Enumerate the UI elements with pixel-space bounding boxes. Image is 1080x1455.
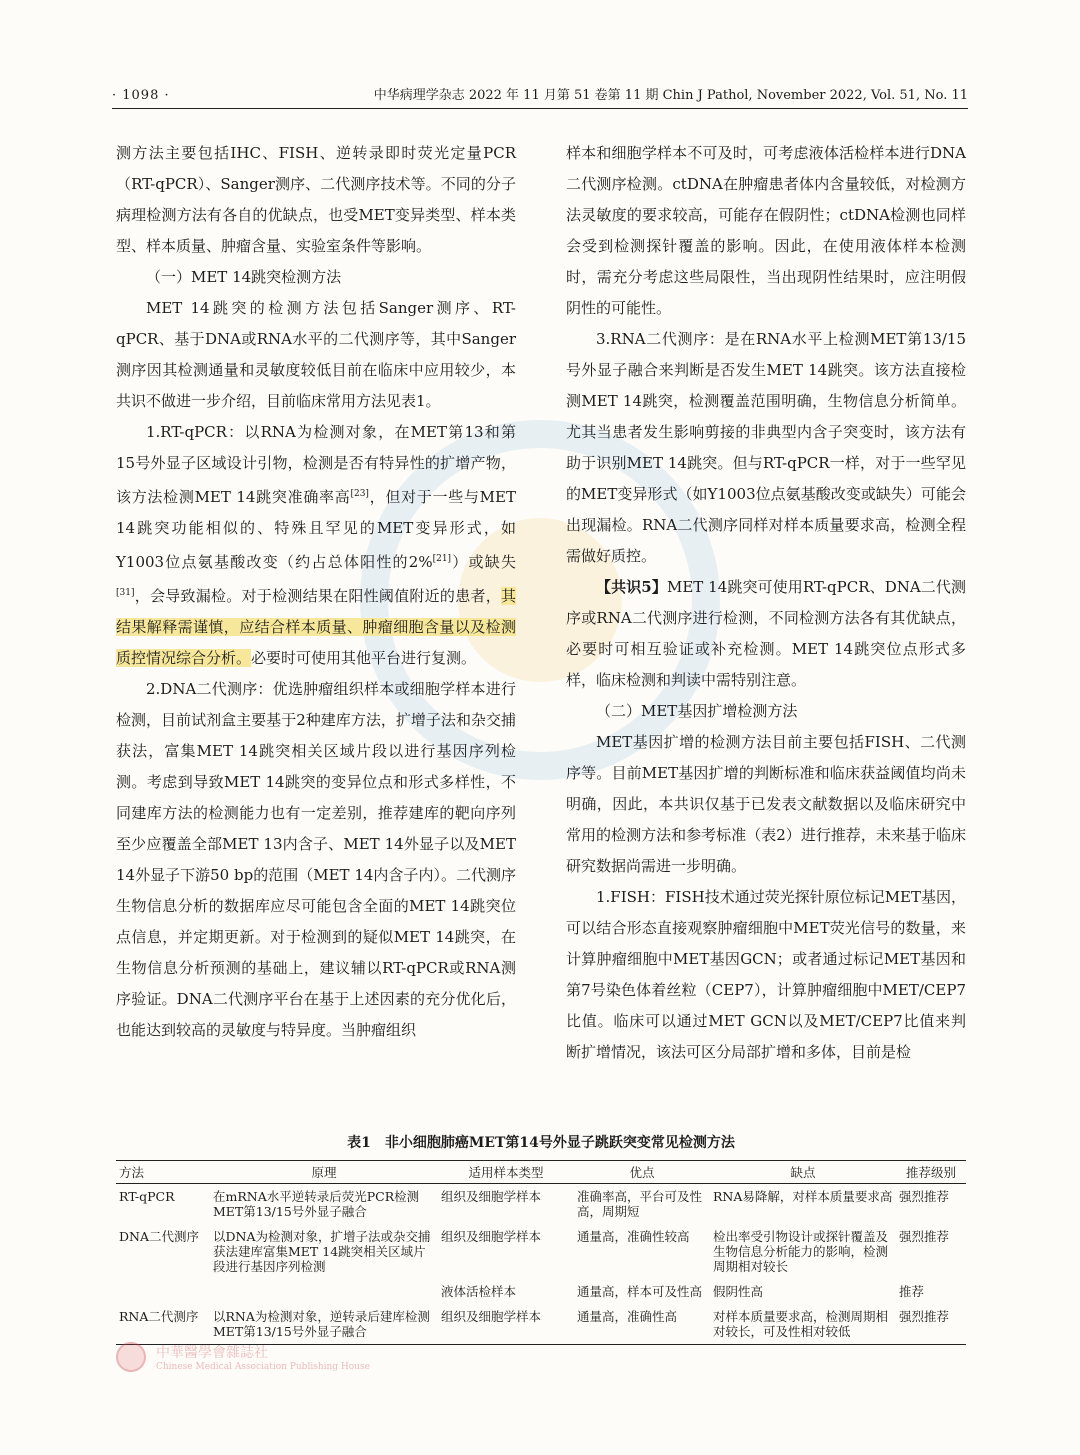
table-cell: 组织及细胞学样本 bbox=[438, 1304, 574, 1345]
table-cell bbox=[210, 1279, 438, 1304]
cma-logo-icon bbox=[116, 1342, 146, 1372]
table-cell: 通量高，样本可及性高 bbox=[577, 1284, 703, 1299]
table-cell: 通量高，准确性较高 bbox=[577, 1229, 690, 1244]
table-cell: RT-qPCR bbox=[119, 1189, 175, 1204]
table-cell: 通量高，准确性高 bbox=[574, 1304, 710, 1345]
highlighted-text: 其结果解释需谨慎，应结合样本质量、肿瘤细胞含量以及检测质控情况综合分析。 bbox=[116, 587, 516, 667]
paragraph-fish: 1.FISH：FISH技术通过荧光探针原位标记MET基因，可以结合形态直接观察肿瘤细胞中MET荧光信号的数量，来计算肿瘤细胞中MET基因GCN；或者通过标记MET基因和第7号染色体着丝粒（CEP7），计算肿瘤细胞中MET/CEP7比值。临床可以通过MET GCN以及MET/CEP7比值来判断扩增情况，该法可区分局部扩增和多体，目前是检 bbox=[566, 888, 967, 1061]
publisher-name bbox=[156, 1342, 370, 1372]
table-cell: 推荐 bbox=[899, 1284, 925, 1299]
right-column bbox=[566, 138, 966, 1068]
table-cell: 组织及细胞学样本 bbox=[441, 1189, 542, 1204]
journal-info: 中华病理学杂志 2022 年 11 月第 51 卷第 11 期 Chin J Pathol, November 2022, Vol. 51, No. 11 bbox=[373, 88, 968, 103]
table-body bbox=[116, 1184, 966, 1345]
consensus-5 bbox=[566, 572, 966, 696]
paragraph-rt-qpcr bbox=[116, 417, 516, 674]
column-header: 缺点 bbox=[710, 1161, 896, 1184]
text-run: 1.RT-qPCR：以RNA为检测对象，在MET第13和第15号外显子区域设计引物，检测是否有特异性的扩增产物，该方法检测MET 14跳突准确率高 bbox=[116, 423, 516, 506]
paragraph: 样本和细胞学样本不可及时，可考虑液体活检样本进行DNA二代测序检测。ctDNA在肿瘤患者体内含量较低，对检测方法灵敏度的要求较高，可能存在假阴性；ctDNA检测也同样会受到检测探针覆盖的影响。因此，在使用液体样本检测时，需充分考虑这些局限性，当出现阴性结果时，应注明假阴性的可能性。 bbox=[566, 144, 966, 317]
publisher-en: Chinese Medical Association Publishing House bbox=[156, 1362, 370, 1372]
table-cell: DNA二代测序 bbox=[119, 1229, 199, 1244]
column-header: 方法 bbox=[116, 1161, 210, 1184]
table-cell: 强烈推荐 bbox=[899, 1189, 950, 1204]
text-run: ，会导致漏检。对于检测结果在阳性阈值附近的患者， bbox=[134, 587, 501, 605]
table-header-row bbox=[116, 1161, 966, 1184]
citation: [21] bbox=[432, 554, 452, 564]
table-cell: 以DNA为检测对象，扩增子法或杂交捕获法建库富集MET 14跳突相关区域片段进行基因序列检测 bbox=[213, 1229, 431, 1274]
table-cell: 在mRNA水平逆转录后荧光PCR检测MET第13/15号外显子融合 bbox=[213, 1189, 420, 1219]
running-header bbox=[112, 86, 968, 109]
citation: [31] bbox=[116, 588, 135, 598]
table-cell: 假阴性高 bbox=[713, 1284, 764, 1299]
text-run: ，但对于一些与MET 14跳突功能相似的、特殊且罕见的MET变异形式，如Y1003位点氨基酸改变（约占总体阳性的2% bbox=[116, 488, 516, 571]
table-cell bbox=[116, 1279, 210, 1304]
column-header: 适用样本类型 bbox=[438, 1161, 574, 1184]
column-header: 推荐级别 bbox=[896, 1161, 966, 1184]
paragraph-dna-ngs: 2.DNA二代测序：优选肿瘤组织样本或细胞学样本进行检测，目前试剂盒主要基于2种建库方法，扩增子法和杂交捕获法，富集MET 14跳突相关区域片段以进行基因序列检测。考虑到导致MET 14跳突的变异位点和形式多样性，不同建库方法的检测能力也有一定差别，推荐建库的靶向序列至少应覆盖全部MET 13内含子、MET 14外显子以及MET 14外显子下游50 bp的范围（MET 14内含子内）。二代测序生物信息分析的数据库应尽可能包含全面的MET 14跳突位点信息，并定期更新。对于检测到的疑似MET 14跳突，在生物信息分析预测的基础上，建议辅以RT-qPCR或RNA测序验证。DNA二代测序平台在基于上述因素的充分优化后，也能达到较高的灵敏度与特异度。当肿瘤组织 bbox=[116, 680, 516, 1039]
table-caption: 表1 非小细胞肺癌MET第14号外显子跳跃突变常见检测方法 bbox=[347, 1135, 735, 1151]
table-row bbox=[116, 1184, 966, 1225]
section-heading: （二）MET基因扩增检测方法 bbox=[596, 702, 798, 720]
text-run: ）或缺失 bbox=[451, 553, 516, 571]
table-cell: 检出率受引物设计或探针覆盖及生物信息分析能力的影响，检测周期相对较长 bbox=[713, 1229, 889, 1274]
page-number: · 1098 · bbox=[112, 88, 170, 103]
text-run: 必要时可使用其他平台进行复测。 bbox=[251, 649, 477, 667]
table-cell: 组织及细胞学样本 bbox=[441, 1229, 542, 1244]
column-header: 优点 bbox=[574, 1161, 710, 1184]
section-heading: （一）MET 14跳突检测方法 bbox=[146, 268, 342, 286]
left-column bbox=[116, 138, 516, 1046]
publisher-watermark bbox=[116, 1340, 370, 1374]
table-cell: 以RNA为检测对象，逆转录后建库检测MET第13/15号外显子融合 bbox=[210, 1304, 438, 1345]
table-cell: 强烈推荐 bbox=[896, 1304, 966, 1345]
column-header: 原理 bbox=[210, 1161, 438, 1184]
consensus-label: 【共识5】 bbox=[596, 578, 667, 596]
table-row bbox=[116, 1304, 966, 1345]
table-cell: 液体活检样本 bbox=[441, 1284, 517, 1299]
paragraph: MET 14跳突的检测方法包括Sanger测序、RT-qPCR、基于DNA或RNA水平的二代测序等，其中Sanger测序因其检测通量和灵敏度较低目前在临床中应用较少，本共识不做进一步介绍，目前临床常用方法见表1。 bbox=[116, 299, 516, 410]
table-cell: RNA易降解，对样本质量要求高 bbox=[713, 1189, 893, 1204]
table-row bbox=[116, 1279, 966, 1304]
consensus-text: MET 14跳突可使用RT-qPCR、DNA二代测序或RNA二代测序进行检测，不同检测方法各有其优缺点，必要时可相互验证或补充检测。MET 14跳突位点形式多样，临床检测和判读中需特别注意。 bbox=[566, 578, 967, 689]
table-cell: 强烈推荐 bbox=[899, 1229, 950, 1244]
citation: [23] bbox=[350, 489, 369, 499]
table-1 bbox=[116, 1160, 966, 1345]
table-cell: 准确率高，平台可及性高，周期短 bbox=[577, 1189, 703, 1219]
table-cell: RNA二代测序 bbox=[116, 1304, 210, 1345]
paragraph-rna-ngs: 3.RNA二代测序：是在RNA水平上检测MET第13/15号外显子融合来判断是否发生MET 14跳突。该方法直接检测MET 14跳突，检测覆盖范围明确，生物信息分析简单。尤其当患者发生影响剪接的非典型内含子突变时，该方法有助于识别MET 14跳突。但与RT-qPCR一样，对于一些罕见的MET变异形式（如Y1003位点氨基酸改变或缺失）可能会出现漏检。RNA二代测序同样对样本质量要求高，检测全程需做好质控。 bbox=[566, 330, 966, 565]
paragraph: 测方法主要包括IHC、FISH、逆转录即时荧光定量PCR（RT-qPCR）、Sanger测序、二代测序技术等。不同的分子病理检测方法有各自的优缺点，也受MET变异类型、样本类型、样本质量、肿瘤含量、实验室条件等影响。 bbox=[116, 144, 516, 255]
table-row bbox=[116, 1224, 966, 1279]
table-cell: 对样本质量要求高，检测周期相对较长，可及性相对较低 bbox=[710, 1304, 896, 1345]
publisher-cn: 中華醫學會雜誌社 bbox=[156, 1345, 268, 1361]
paragraph: MET基因扩增的检测方法目前主要包括FISH、二代测序等。目前MET基因扩增的判断标准和临床获益阈值均尚未明确，因此，本共识仅基于已发表文献数据以及临床研究中常用的检测方法和参考标准（表2）进行推荐，未来基于临床研究数据尚需进一步明确。 bbox=[566, 733, 966, 875]
